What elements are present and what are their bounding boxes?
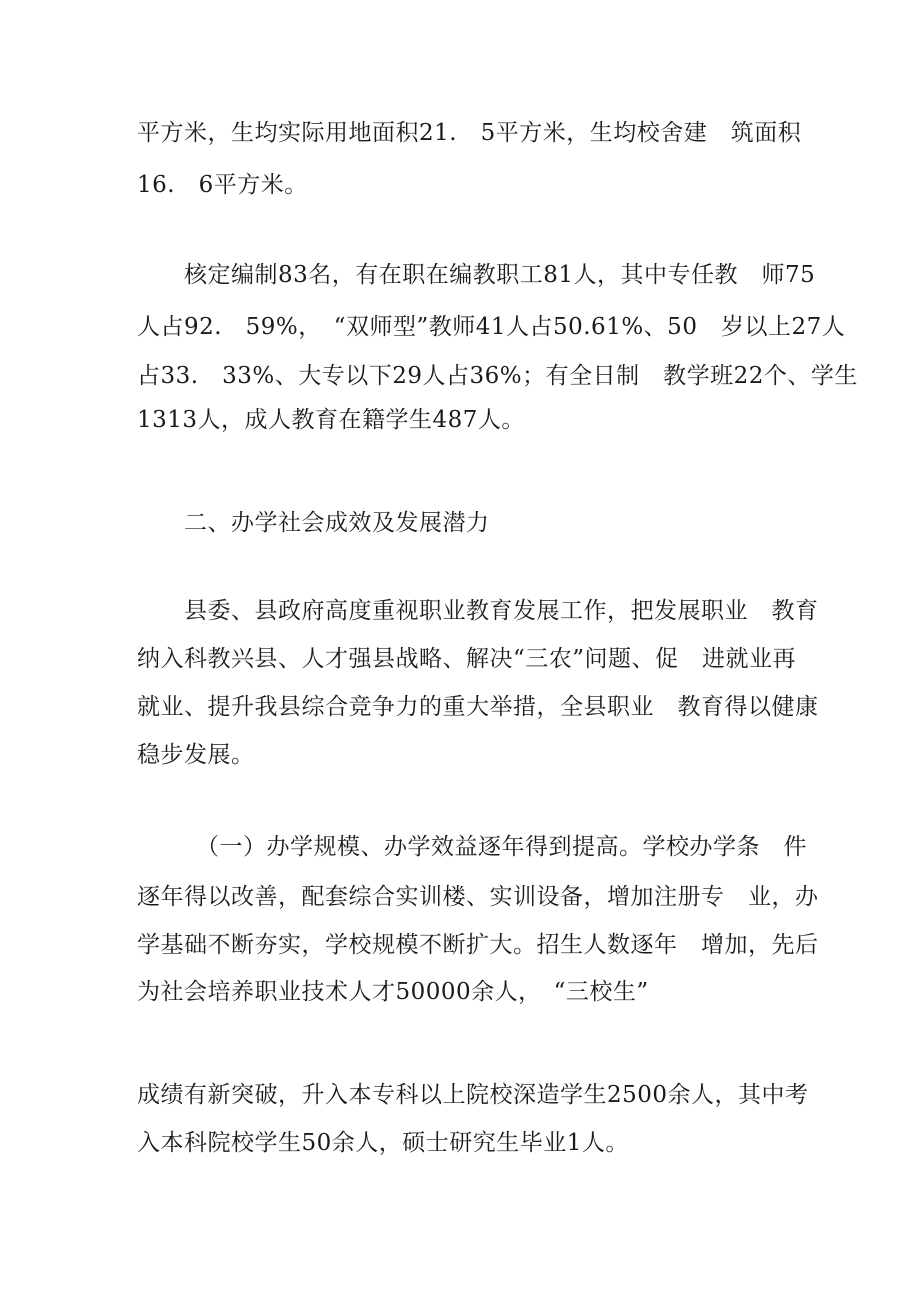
paragraph-4-line-3: 学基础不断夯实，学校规模不断扩大。招生人数逐年 增加，先后 [137,932,819,958]
paragraph-4-line-4: 为社会培养职业技术人才50000余人， “三校生” [137,979,649,1005]
paragraph-3-line-2: 纳入科教兴县、人才强县战略、解决“三农”问题、促 进就业再 [137,646,797,672]
paragraph-5-line-2: 入本科院校学生50余人，硕士研究生毕业1人。 [137,1130,629,1156]
paragraph-3-line-4: 稳步发展。 [137,742,255,768]
paragraph-2-line-3: 占33. 33%、大专以下29人占36%；有全日制 教学班22个、学生 [137,363,858,389]
paragraph-2-line-4: 1313人，成人教育在籍学生487人。 [137,407,525,433]
paragraph-4-line-1: （一）办学规模、办学效益逐年得到提高。学校办学条 件 [137,834,807,860]
section-heading: 二、办学社会成效及发展潜力 [137,510,490,536]
paragraph-1-line-1: 平方米，生均实际用地面积21. 5平方米，生均校舍建 筑面积 [137,120,802,146]
paragraph-3-line-1: 县委、县政府高度重视职业教育发展工作，把发展职业 教育 [137,598,819,624]
paragraph-4-line-2: 逐年得以改善，配套综合实训楼、实训设备，增加注册专 业，办 [137,884,819,910]
paragraph-3-line-3: 就业、提升我县综合竞争力的重大举措，全县职业 教育得以健康 [137,694,819,720]
paragraph-2-line-2: 人占92. 59%， “双师型”教师41人占50.61%、50 岁以上27人 [137,314,846,340]
paragraph-1-line-2: 16. 6平方米。 [137,172,308,198]
paragraph-2-line-1: 核定编制83名，有在职在编教职工81人，其中专任教 师75 [137,262,816,288]
paragraph-5-line-1: 成绩有新突破，升入本专科以上院校深造学生2500余人，其中考 [137,1082,809,1108]
